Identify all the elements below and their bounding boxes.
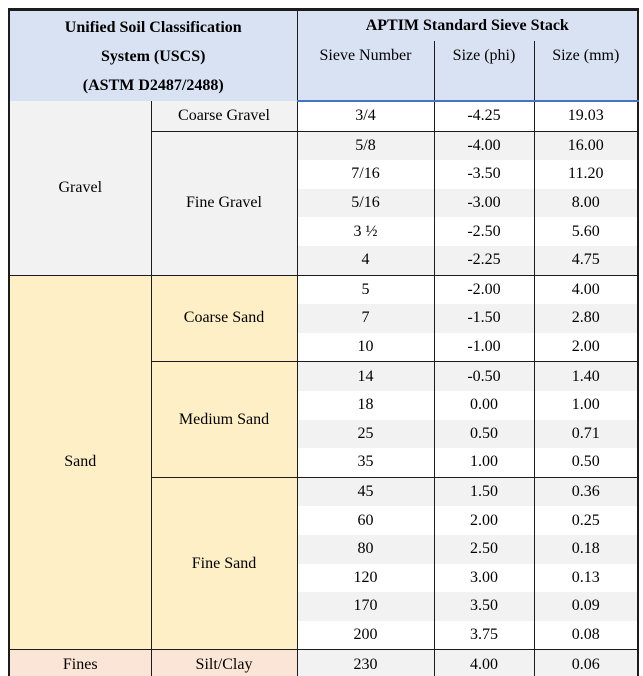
column-header-size-phi: Size (phi) xyxy=(434,41,534,101)
column-header-sieve-number: Sieve Number xyxy=(297,41,434,101)
size-phi-cell: -4.00 xyxy=(434,131,534,160)
size-mm-cell: 0.50 xyxy=(534,448,638,477)
size-phi-cell: -0.50 xyxy=(434,362,534,391)
size-phi-cell: -2.00 xyxy=(434,275,534,304)
subcategory-cell-coarse-gravel: Coarse Gravel xyxy=(151,101,297,131)
size-mm-cell: 1.40 xyxy=(534,362,638,391)
sieve-stack-header-cell: APTIM Standard Sieve Stack xyxy=(297,10,638,42)
size-mm-cell: 11.20 xyxy=(534,160,638,189)
size-phi-cell: -1.50 xyxy=(434,304,534,333)
sieve-number-cell: 7/16 xyxy=(297,160,434,189)
table-row xyxy=(9,650,638,676)
size-mm-cell: 0.09 xyxy=(534,592,638,621)
size-phi-cell: 2.00 xyxy=(434,506,534,535)
sieve-number-cell: 7 xyxy=(297,304,434,333)
size-phi-cell: -3.50 xyxy=(434,160,534,189)
size-mm-cell: 1.00 xyxy=(534,391,638,420)
size-phi-cell: 0.00 xyxy=(434,391,534,420)
size-mm-cell: 0.36 xyxy=(534,477,638,506)
size-mm-cell: 0.13 xyxy=(534,564,638,593)
sieve-number-cell: 230 xyxy=(297,650,434,676)
size-phi-cell: 4.00 xyxy=(434,650,534,676)
sieve-number-cell: 18 xyxy=(297,391,434,420)
subcategory-cell-coarse-sand: Coarse Sand xyxy=(151,275,297,362)
sieve-number-cell: 5 xyxy=(297,275,434,304)
sieve-number-cell: 35 xyxy=(297,448,434,477)
uscs-header-cell xyxy=(9,10,297,102)
sieve-number-cell: 200 xyxy=(297,621,434,650)
sieve-number-cell: 45 xyxy=(297,477,434,506)
size-mm-cell: 0.71 xyxy=(534,420,638,449)
header-row-1 xyxy=(9,10,638,42)
size-phi-cell: 0.50 xyxy=(434,420,534,449)
size-phi-cell: 3.50 xyxy=(434,592,534,621)
sieve-number-cell: 5/16 xyxy=(297,189,434,218)
size-mm-cell: 4.75 xyxy=(534,246,638,275)
uscs-header-line3: (ASTM D2487/2488) xyxy=(82,76,224,94)
column-header-size-mm: Size (mm) xyxy=(534,41,638,101)
sieve-number-cell: 60 xyxy=(297,506,434,535)
sieve-number-cell: 3 ½ xyxy=(297,217,434,246)
size-mm-cell: 19.03 xyxy=(534,101,638,131)
size-phi-cell: -4.25 xyxy=(434,101,534,131)
soil-sieve-table xyxy=(8,8,639,676)
size-mm-cell: 0.06 xyxy=(534,650,638,676)
sieve-number-cell: 120 xyxy=(297,564,434,593)
sieve-number-cell: 80 xyxy=(297,535,434,564)
size-mm-cell: 16.00 xyxy=(534,131,638,160)
size-phi-cell: -1.00 xyxy=(434,333,534,362)
subcategory-cell-medium-sand: Medium Sand xyxy=(151,362,297,477)
sieve-number-cell: 4 xyxy=(297,246,434,275)
size-mm-cell: 0.08 xyxy=(534,621,638,650)
soil-sieve-table-wrap xyxy=(3,8,640,676)
sieve-number-cell: 14 xyxy=(297,362,434,391)
sieve-number-cell: 3/4 xyxy=(297,101,434,131)
sieve-number-cell: 10 xyxy=(297,333,434,362)
sieve-number-cell: 5/8 xyxy=(297,131,434,160)
size-phi-cell: -3.00 xyxy=(434,189,534,218)
sieve-number-cell: 25 xyxy=(297,420,434,449)
table-row xyxy=(9,101,638,131)
category-cell-gravel: Gravel xyxy=(9,101,151,275)
size-phi-cell: 3.75 xyxy=(434,621,534,650)
size-mm-cell: 0.18 xyxy=(534,535,638,564)
size-mm-cell: 2.00 xyxy=(534,333,638,362)
size-mm-cell: 8.00 xyxy=(534,189,638,218)
size-phi-cell: 1.00 xyxy=(434,448,534,477)
size-mm-cell: 2.80 xyxy=(534,304,638,333)
category-cell-fines: Fines xyxy=(9,650,151,676)
subcategory-cell-silt-clay: Silt/Clay xyxy=(151,650,297,676)
sieve-table-body xyxy=(9,101,638,676)
size-phi-cell: 2.50 xyxy=(434,535,534,564)
size-mm-cell: 0.25 xyxy=(534,506,638,535)
size-phi-cell: -2.50 xyxy=(434,217,534,246)
sieve-number-cell: 170 xyxy=(297,592,434,621)
subcategory-cell-fine-sand: Fine Sand xyxy=(151,477,297,650)
subcategory-cell-fine-gravel: Fine Gravel xyxy=(151,131,297,275)
table-row xyxy=(9,275,638,304)
size-phi-cell: 1.50 xyxy=(434,477,534,506)
category-cell-sand: Sand xyxy=(9,275,151,650)
size-mm-cell: 5.60 xyxy=(534,217,638,246)
size-phi-cell: -2.25 xyxy=(434,246,534,275)
uscs-header-line2: System (USCS) xyxy=(101,47,206,65)
size-mm-cell: 4.00 xyxy=(534,275,638,304)
uscs-header-line1: Unified Soil Classification xyxy=(64,18,242,36)
size-phi-cell: 3.00 xyxy=(434,564,534,593)
